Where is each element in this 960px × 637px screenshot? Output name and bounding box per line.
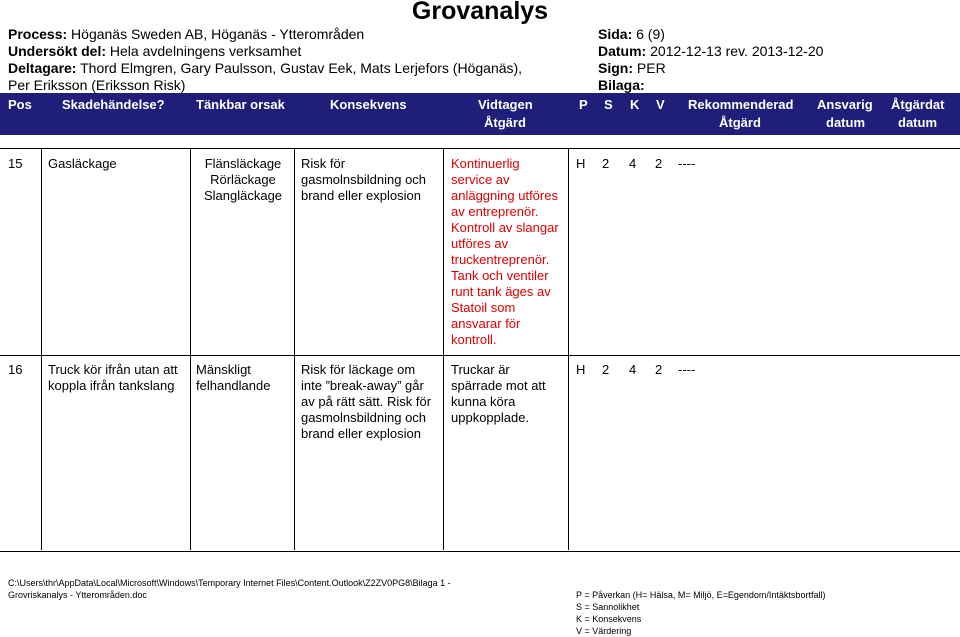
participants-value: Thord Elmgren, Gary Paulsson, Gustav Eek, Mats Lerjefors (Höganäs), [80, 60, 523, 76]
row-15-cause [192, 156, 294, 204]
date-label: Datum: [598, 43, 647, 59]
cause-line: Flänsläckage [204, 156, 282, 171]
grid-divider [568, 148, 569, 550]
row-16-p: H [576, 362, 586, 377]
consequence-line: inte ”break-away” går [301, 378, 424, 393]
col-s: S [604, 97, 613, 112]
legend-s: S = Sannolikhet [576, 602, 640, 612]
action-line: uppkopplade. [451, 410, 530, 425]
action-line: Kontinuerlig [451, 156, 520, 171]
cause-line: Rörläckage [210, 172, 276, 187]
row-16-action-taken [451, 362, 546, 426]
action-line: anläggning utföres [451, 188, 558, 203]
row-16-pos: 16 [8, 362, 23, 377]
page-value: 6 (9) [636, 26, 665, 42]
col-done: Åtgärdat [891, 97, 945, 112]
examined-line [8, 43, 301, 60]
action-line: service av [451, 172, 510, 187]
examined-value: Hela avdelningens verksamhet [109, 43, 302, 59]
action-line: Statoil som [451, 300, 516, 315]
row-15-event: Gasläckage [48, 156, 117, 171]
col-responsible-2: datum [826, 115, 865, 130]
action-line: Kontroll av slangar [451, 220, 559, 235]
attachment-label: Bilaga: [598, 77, 645, 93]
row-16-event [48, 362, 178, 394]
row-16-s: 2 [602, 362, 610, 377]
row-16-v: 2 [655, 362, 663, 377]
consequence-line: Risk för [301, 156, 346, 171]
process-label: Process: [8, 26, 68, 42]
grid-divider [294, 148, 295, 550]
row-15-p: H [576, 156, 586, 171]
action-line: ansvarar för [451, 316, 521, 331]
col-consequence: Konsekvens [330, 97, 407, 112]
consequence-line: Risk för läckage om [301, 362, 416, 377]
col-responsible: Ansvarig [817, 97, 873, 112]
row-16-consequence [301, 362, 431, 442]
column-header-band [0, 93, 960, 135]
grid-divider [190, 148, 191, 550]
event-line: koppla ifrån tankslang [48, 378, 175, 393]
row-15-v: 2 [655, 156, 663, 171]
date-value: 2012-12-13 rev. 2013-12-20 [650, 43, 824, 59]
sign-label: Sign: [598, 60, 633, 76]
examined-label: Undersökt del: [8, 43, 107, 59]
action-line: kunna köra [451, 394, 516, 409]
action-line: kontroll. [451, 332, 497, 347]
action-line: Truckar är [451, 362, 510, 377]
row-16-cause [196, 362, 270, 394]
legend [576, 589, 825, 637]
row-15-consequence [301, 156, 426, 204]
cause-line: Slangläckage [203, 188, 283, 203]
row-15-recommended: ---- [678, 156, 696, 171]
row-15-k: 4 [629, 156, 637, 171]
row-15-action-taken [451, 156, 559, 348]
col-cause: Tänkbar orsak [196, 97, 285, 112]
file-path [8, 577, 451, 601]
col-pos: Pos [8, 97, 32, 112]
consequence-line: av på rätt sätt. Risk för [301, 394, 432, 409]
action-line: spärrade mot att [451, 378, 546, 393]
participants-label: Deltagare: [8, 60, 77, 76]
consequence-line: brand eller explosion [301, 426, 421, 441]
legend-k: K = Konsekvens [576, 614, 642, 624]
action-line: Tank och ventiler [451, 268, 549, 283]
col-event: Skadehändelse? [62, 97, 165, 112]
row-15-s: 2 [602, 156, 610, 171]
cause-line: Mänskligt [196, 362, 251, 377]
event-line: Truck kör ifrån utan att [48, 362, 178, 377]
col-recommended-2: Åtgärd [719, 115, 761, 130]
cause-line: felhandlande [196, 378, 271, 393]
action-line: utföres av [451, 236, 509, 251]
page-line [598, 26, 665, 43]
consequence-line: gasmolnsbildning och [301, 410, 427, 425]
consequence-line: gasmolnsbildning och [301, 172, 427, 187]
legend-p: P = Påverkan (H= Hälsa, M= Miljö, E=Egendom/Intäktsbortfall) [576, 590, 826, 600]
date-line [598, 43, 823, 60]
process-value: Höganäs Sweden AB, Höganäs - Ytterområden [71, 26, 365, 42]
col-v: V [656, 97, 665, 112]
sign-value: PER [636, 60, 666, 76]
col-action-taken: Vidtagen [478, 97, 533, 112]
row-16-k: 4 [629, 362, 637, 377]
process-line [8, 26, 364, 43]
col-recommended: Rekommenderad [688, 97, 794, 112]
page-label: Sida: [598, 26, 633, 42]
grid-divider [443, 148, 444, 550]
row-15-pos: 15 [8, 156, 23, 171]
col-done-2: datum [898, 115, 937, 130]
file-path-line: C:\Users\thr\AppData\Local\Microsoft\Windows\Temporary Internet Files\Content.Outlook\Z2ZV0PG8\Bilaga 1 - [8, 578, 451, 588]
participants-line [8, 60, 522, 77]
col-k: K [630, 97, 640, 112]
grid-divider [41, 148, 42, 550]
consequence-line: brand eller explosion [301, 188, 421, 203]
sign-line [598, 60, 666, 77]
participants-line-2: Per Eriksson (Eriksson Risk) [8, 77, 186, 93]
action-line: truckentreprenör. [451, 252, 550, 267]
row-16-recommended: ---- [678, 362, 696, 377]
legend-v: V = Värdering [576, 626, 632, 636]
col-p: P [579, 97, 588, 112]
col-action-taken-2: Åtgärd [484, 115, 526, 130]
action-line: runt tank äges av [451, 284, 551, 299]
action-line: av entreprenör. [451, 204, 539, 219]
document-title: Grovanalys [411, 0, 549, 25]
file-path-line: Grovriskanalys - Ytterområden.doc [8, 590, 147, 600]
row-separator [0, 355, 960, 356]
